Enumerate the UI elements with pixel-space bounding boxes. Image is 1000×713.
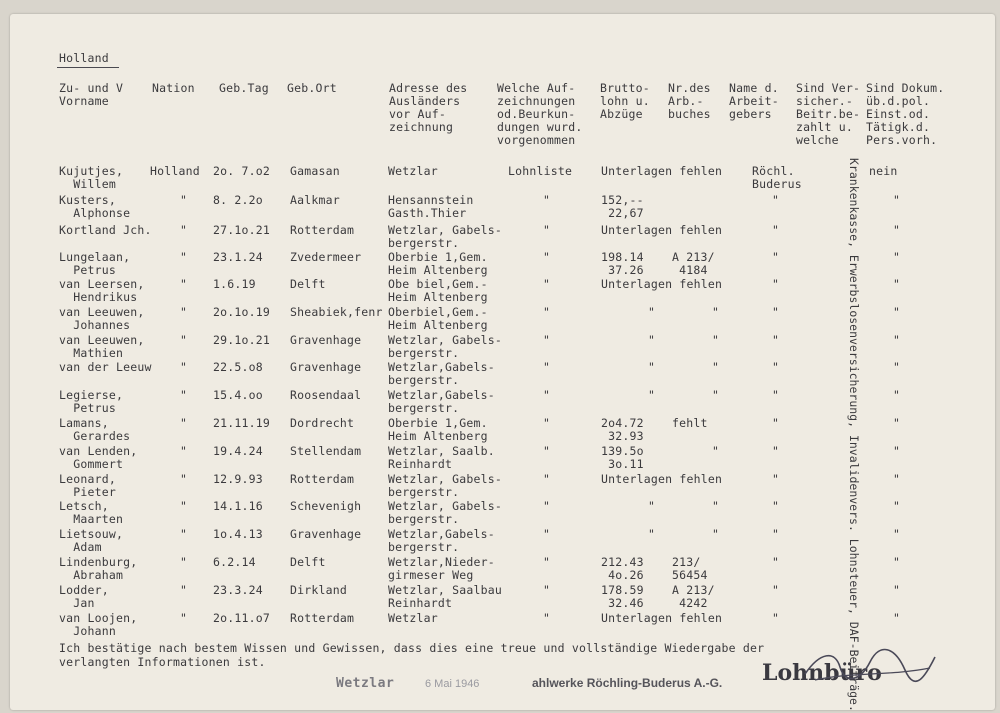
worker-birthdate: 1.6.19 <box>213 277 256 291</box>
worker-birthdate: 27.1o.21 <box>213 223 270 237</box>
worker-name: Lietsouw, Adam <box>59 527 124 554</box>
worker-wage: " <box>648 360 656 374</box>
worker-employer: " <box>772 277 780 291</box>
worker-nation: " <box>180 360 188 374</box>
worker-name: Lodder, Jan <box>59 583 109 610</box>
worker-name: Leonard, Pieter <box>59 472 116 499</box>
worker-documents: " <box>893 250 901 264</box>
worker-birthplace: Delft <box>290 555 326 569</box>
worker-name: van Leeuwen, Mathien <box>59 333 145 360</box>
worker-workbook: " <box>712 360 720 374</box>
stamp-city: Wetzlar <box>336 676 395 691</box>
worker-address: Wetzlar, Gabels- bergerstr. <box>388 333 502 360</box>
worker-name: van Leersen, Hendrikus <box>59 277 145 304</box>
header-name: Zu- und V Vorname <box>59 81 124 108</box>
worker-wage: Unterlagen fehlen <box>601 277 723 291</box>
worker-documents: " <box>893 223 901 237</box>
worker-workbook: " <box>712 388 720 402</box>
worker-name: Legierse, Petrus <box>59 388 124 415</box>
worker-records: " <box>543 360 551 374</box>
header-birthdate: Geb.Tag <box>219 81 269 95</box>
worker-nation: " <box>180 611 188 625</box>
signature <box>800 642 940 687</box>
worker-records: " <box>543 555 551 569</box>
stamp-company: ahlwerke Röchling-Buderus A.-G. <box>532 676 723 690</box>
worker-birthplace: Aalkmar <box>290 193 340 207</box>
worker-workbook: " <box>712 444 720 458</box>
worker-documents: " <box>893 388 901 402</box>
worker-address: Hensannstein Gasth.Thier <box>388 193 474 220</box>
stamp-department: Lohnbüro <box>762 660 882 686</box>
worker-name: van der Leeuw <box>59 360 152 374</box>
worker-birthplace: Gamasan <box>290 164 340 178</box>
worker-nation: " <box>180 250 188 264</box>
worker-birthplace: Gravenhage <box>290 360 362 374</box>
worker-birthdate: 2o.1o.19 <box>213 305 270 319</box>
header-address: Adresse des Ausländers vor Auf- zeichnung <box>389 81 468 134</box>
worker-wage: Unterlagen fehlen <box>601 164 723 178</box>
worker-workbook: " <box>712 305 720 319</box>
worker-workbook: 213/ 56454 <box>672 555 708 582</box>
worker-documents: " <box>893 555 901 569</box>
header-employer: Name d. Arbeit- gebers <box>729 81 779 121</box>
worker-nation: " <box>180 499 188 513</box>
worker-employer: " <box>772 527 780 541</box>
worker-nation: " <box>180 555 188 569</box>
worker-wage: 139.5o 3o.11 <box>601 444 644 471</box>
worker-employer: " <box>772 333 780 347</box>
worker-wage: 212.43 4o.26 <box>601 555 644 582</box>
worker-documents: " <box>893 416 901 430</box>
worker-birthdate: 15.4.oo <box>213 388 263 402</box>
worker-records: " <box>543 305 551 319</box>
worker-birthdate: 21.11.19 <box>213 416 270 430</box>
worker-address: Wetzlar, Gabels- bergerstr. <box>388 499 502 526</box>
worker-employer: " <box>772 416 780 430</box>
worker-nation: " <box>180 472 188 486</box>
worker-records: " <box>543 472 551 486</box>
worker-nation: " <box>180 193 188 207</box>
region-title: Holland <box>59 51 109 65</box>
worker-employer: " <box>772 611 780 625</box>
worker-records: " <box>543 223 551 237</box>
worker-documents: " <box>893 277 901 291</box>
worker-nation: " <box>180 444 188 458</box>
worker-birthdate: 23.3.24 <box>213 583 263 597</box>
worker-employer: " <box>772 444 780 458</box>
worker-birthdate: 12.9.93 <box>213 472 263 486</box>
worker-birthdate: 23.1.24 <box>213 250 263 264</box>
worker-birthdate: 22.5.o8 <box>213 360 263 374</box>
worker-birthdate: 29.1o.21 <box>213 333 270 347</box>
worker-records: " <box>543 388 551 402</box>
worker-birthdate: 2o.11.o7 <box>213 611 270 625</box>
worker-birthdate: 2o. 7.o2 <box>213 164 270 178</box>
worker-name: van Leeuwen, Johannes <box>59 305 145 332</box>
worker-birthplace: Rotterdam <box>290 472 355 486</box>
worker-birthdate: 14.1.16 <box>213 499 263 513</box>
worker-workbook: A 213/ 4242 <box>672 583 715 610</box>
worker-wage: Unterlagen fehlen <box>601 223 723 237</box>
worker-birthplace: Sheabiek,fenr <box>290 305 383 319</box>
worker-birthplace: Roosendaal <box>290 388 362 402</box>
worker-records: " <box>543 583 551 597</box>
worker-records: " <box>543 277 551 291</box>
worker-nation: " <box>180 305 188 319</box>
worker-birthplace: Dirkland <box>290 583 347 597</box>
worker-wage: 2o4.72 32.93 <box>601 416 644 443</box>
worker-wage: 152,-- 22,67 <box>601 193 644 220</box>
worker-name: Kortland Jch. <box>59 223 152 237</box>
worker-name: Lamans, Gerardes <box>59 416 131 443</box>
stamp-date: 6 Mai 1946 <box>425 678 480 690</box>
worker-name: Kujutjes, Willem <box>59 164 124 191</box>
worker-workbook: " <box>712 333 720 347</box>
worker-records: " <box>543 527 551 541</box>
worker-workbook: A 213/ 4184 <box>672 250 715 277</box>
worker-wage: 178.59 32.46 <box>601 583 644 610</box>
worker-address: Oberbie 1,Gem. Heim Altenberg <box>388 250 488 277</box>
worker-address: Oberbiel,Gem.- Heim Altenberg <box>388 305 488 332</box>
insurance-note: Krankenkasse, Erwerbslosenversicherung, Invalidenvers. Lohnsteuer, DAF-Beiträge. <box>847 158 861 712</box>
worker-wage: " <box>648 388 656 402</box>
worker-nation: " <box>180 583 188 597</box>
worker-records: Lohnliste <box>508 164 573 178</box>
worker-birthplace: Rotterdam <box>290 223 355 237</box>
worker-name: van Loojen, Johann <box>59 611 138 638</box>
worker-records: " <box>543 499 551 513</box>
worker-employer: " <box>772 388 780 402</box>
worker-address: Oberbie 1,Gem. Heim Altenberg <box>388 416 488 443</box>
worker-documents: " <box>893 472 901 486</box>
worker-nation: " <box>180 416 188 430</box>
worker-wage: " <box>648 333 656 347</box>
worker-nation: Holland <box>150 164 200 178</box>
worker-address: Wetzlar, Saalbau Reinhardt <box>388 583 502 610</box>
worker-address: Obe biel,Gem.- Heim Altenberg <box>388 277 488 304</box>
worker-records: " <box>543 611 551 625</box>
worker-records: " <box>543 333 551 347</box>
worker-workbook: " <box>712 527 720 541</box>
worker-name: Lindenburg, Abraham <box>59 555 138 582</box>
worker-address: Wetzlar, Gabels- bergerstr. <box>388 472 502 499</box>
worker-birthplace: Schevenigh <box>290 499 362 513</box>
worker-address: Wetzlar,Gabels- bergerstr. <box>388 388 495 415</box>
worker-wage: Unterlagen fehlen <box>601 611 723 625</box>
worker-employer: " <box>772 193 780 207</box>
worker-records: " <box>543 193 551 207</box>
worker-documents: " <box>893 611 901 625</box>
worker-birthplace: Zvedermeer <box>290 250 362 264</box>
worker-address: Wetzlar,Gabels- bergerstr. <box>388 527 495 554</box>
worker-employer: " <box>772 499 780 513</box>
worker-name: Lungelaan, Petrus <box>59 250 131 277</box>
worker-birthplace: Rotterdam <box>290 611 355 625</box>
worker-birthplace: Gravenhage <box>290 527 362 541</box>
worker-employer: " <box>772 223 780 237</box>
worker-documents: " <box>893 193 901 207</box>
header-insurance: Sind Ver- sicher.- Beitr.be- zahlt u. welche <box>796 81 861 147</box>
worker-nation: " <box>180 333 188 347</box>
header-wage: Brutto- lohn u. Abzüge <box>600 81 650 121</box>
worker-name: van Lenden, Gommert <box>59 444 138 471</box>
worker-employer: " <box>772 250 780 264</box>
header-documents: Sind Dokum. üb.d.pol. Einst.od. Tätigk.d. Pers.vorh. <box>866 81 945 147</box>
worker-birthplace: Dordrecht <box>290 416 355 430</box>
worker-address: Wetzlar, Gabels- bergerstr. <box>388 223 502 250</box>
worker-birthdate: 19.4.24 <box>213 444 263 458</box>
worker-documents: " <box>893 583 901 597</box>
worker-birthdate: 6.2.14 <box>213 555 256 569</box>
worker-records: " <box>543 444 551 458</box>
worker-documents: " <box>893 527 901 541</box>
worker-nation: " <box>180 223 188 237</box>
worker-wage: " <box>648 305 656 319</box>
header-nation: Nation <box>152 81 195 95</box>
header-records: Welche Auf- zeichnungen od.Beurkun- dungen wurd. vorgenommen <box>497 81 583 147</box>
worker-workbook: fehlt <box>672 416 708 430</box>
worker-nation: " <box>180 527 188 541</box>
worker-documents: " <box>893 333 901 347</box>
worker-documents: " <box>893 360 901 374</box>
worker-address: Wetzlar <box>388 164 438 178</box>
worker-name: Kusters, Alphonse <box>59 193 131 220</box>
certification-text: Ich bestätige nach bestem Wissen und Gewissen, dass dies eine treue und vollständige Wiedergabe der verlangten Informationen ist. <box>59 641 765 669</box>
worker-birthdate: 1o.4.13 <box>213 527 263 541</box>
header-birthplace: Geb.Ort <box>287 81 337 95</box>
worker-wage: Unterlagen fehlen <box>601 472 723 486</box>
worker-address: Wetzlar <box>388 611 438 625</box>
worker-records: " <box>543 416 551 430</box>
worker-birthplace: Stellendam <box>290 444 362 458</box>
worker-records: " <box>543 250 551 264</box>
worker-nation: " <box>180 277 188 291</box>
worker-birthdate: 8. 2.2o <box>213 193 263 207</box>
worker-nation: " <box>180 388 188 402</box>
worker-documents: " <box>893 305 901 319</box>
worker-employer: " <box>772 305 780 319</box>
region-underline <box>57 67 119 68</box>
worker-address: Wetzlar,Nieder- girmeser Weg <box>388 555 495 582</box>
worker-documents: " <box>893 444 901 458</box>
worker-wage: 198.14 37.26 <box>601 250 644 277</box>
worker-wage: " <box>648 499 656 513</box>
worker-documents: nein <box>869 164 898 178</box>
worker-workbook: " <box>712 499 720 513</box>
worker-employer: " <box>772 583 780 597</box>
worker-employer: " <box>772 472 780 486</box>
worker-name: Letsch, Maarten <box>59 499 124 526</box>
header-workbook: Nr.des Arb.- buches <box>668 81 711 121</box>
worker-address: Wetzlar,Gabels- bergerstr. <box>388 360 495 387</box>
worker-employer: Röchl. Buderus <box>752 164 802 191</box>
worker-employer: " <box>772 555 780 569</box>
worker-birthplace: Delft <box>290 277 326 291</box>
worker-employer: " <box>772 360 780 374</box>
worker-birthplace: Gravenhage <box>290 333 362 347</box>
worker-documents: " <box>893 499 901 513</box>
worker-wage: " <box>648 527 656 541</box>
worker-address: Wetzlar, Saalb. Reinhardt <box>388 444 495 471</box>
